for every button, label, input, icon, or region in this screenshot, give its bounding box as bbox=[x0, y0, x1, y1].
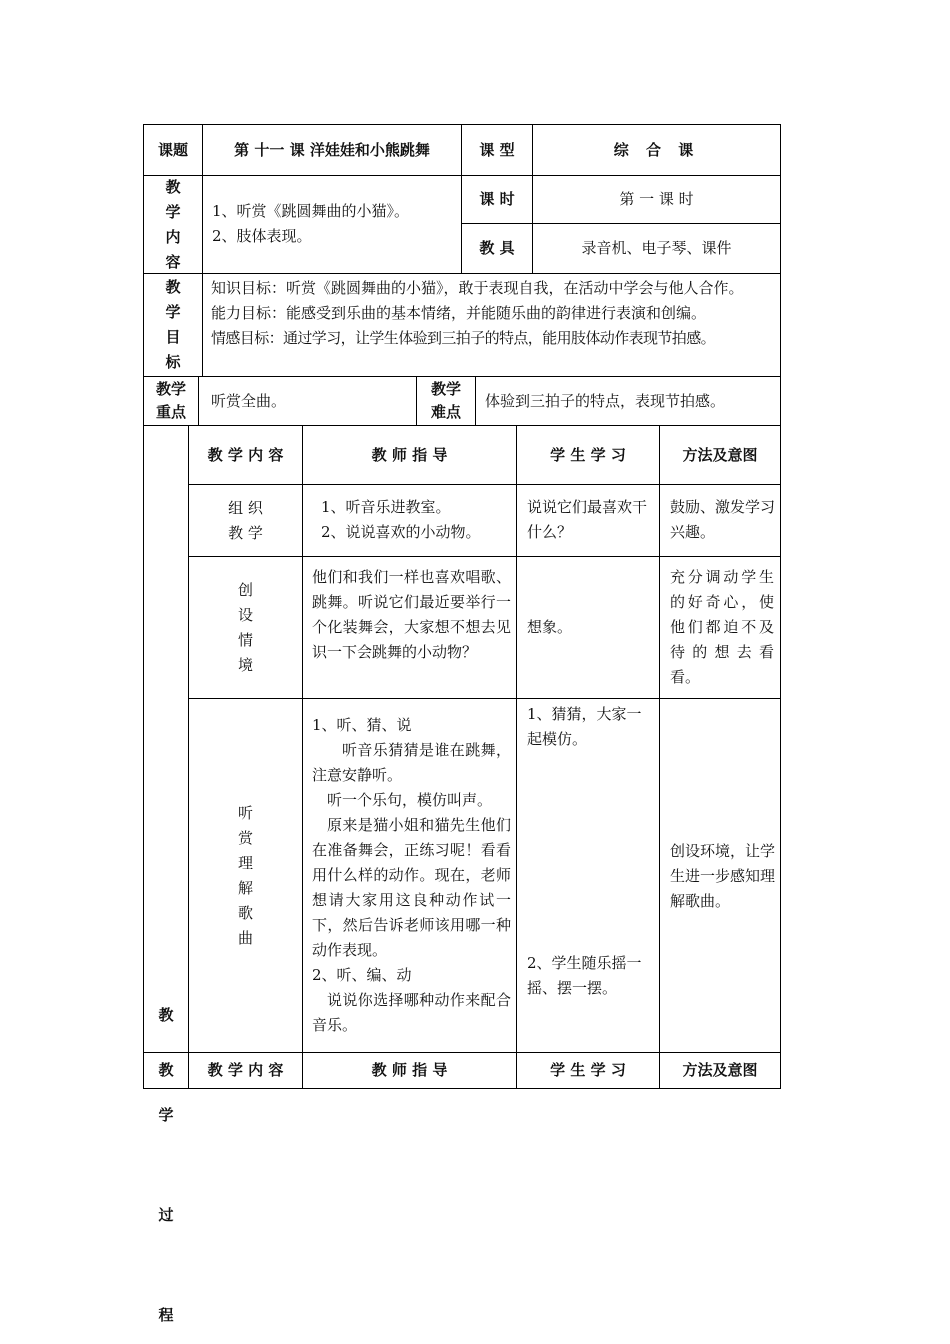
col-header-method: 方法及意图 bbox=[682, 445, 758, 464]
process-row-2-method: 充分调动学生的好奇心，使他们都迫不及待的想去看看。 bbox=[670, 568, 774, 686]
process-row-1-content: 组 织 教 学 bbox=[228, 498, 263, 542]
teaching-goals-text bbox=[211, 276, 777, 376]
process-row-2-student: 想象。 bbox=[527, 618, 573, 636]
row-divider bbox=[143, 273, 781, 274]
teaching-content-label: 教 学 内 容 bbox=[165, 177, 181, 271]
ability-goal: 能力目标：能感受到乐曲的基本情绪，并能随乐曲的韵律进行表演和创编。 bbox=[211, 304, 707, 322]
process-row-1-student: 说说它们最喜欢干什么？ bbox=[527, 498, 648, 541]
footer-header-method: 方法及意图 bbox=[682, 1061, 758, 1079]
footer-header-student: 学 生 学 习 bbox=[550, 1061, 626, 1079]
period-value: 第 一 课 时 bbox=[619, 190, 694, 208]
teacher-step: 原来是猫小姐和猫先生他们在准备舞会，正练习呢！看看用什么样的动作。现在，老师想请大家用这良种动作试一下，然后告诉老师该用哪一种动作表现。 bbox=[312, 816, 511, 959]
teacher-step: 1、听、猜、说 bbox=[312, 716, 412, 734]
col-header-teacher: 教 师 指 导 bbox=[371, 445, 448, 464]
col-header-content: 教 学 内 容 bbox=[207, 445, 284, 464]
tools-label: 教 具 bbox=[479, 239, 515, 257]
process-row-3-student-1: 1、猜猜，大家一起模仿。 bbox=[527, 705, 642, 748]
content-item: 1、听赏《跳圆舞曲的小猫》。 bbox=[212, 202, 410, 220]
knowledge-goal: 知识目标：听赏《跳圆舞曲的小猫》，敢于表现自我，在活动中学会与他人合作。 bbox=[211, 279, 744, 297]
difficulty-value: 体验到三拍子的特点，表现节拍感。 bbox=[485, 391, 726, 410]
tools-value: 录音机、电子琴、课件 bbox=[581, 239, 732, 257]
footer-header-teacher: 教 师 指 导 bbox=[371, 1061, 448, 1079]
table-border-right bbox=[780, 124, 781, 1089]
process-row-3-student-2: 2、学生随乐摇一摇、摆一摆。 bbox=[527, 954, 642, 997]
lesson-type-label: 课 型 bbox=[479, 140, 515, 159]
lesson-title: 第 十一 课 洋娃娃和小熊跳舞 bbox=[234, 140, 430, 159]
teaching-goals-label: 教 学 目 标 bbox=[165, 278, 181, 371]
key-point-value: 听赏全曲。 bbox=[211, 391, 287, 410]
teaching-content-items bbox=[212, 199, 460, 259]
col-divider bbox=[302, 425, 303, 1089]
process-row-3-method: 创设环境，让学生进一步感知理解歌曲。 bbox=[670, 842, 776, 910]
key-point-label: 教学 重点 bbox=[155, 380, 186, 421]
process-row-1-teacher: 1、听音乐进教室。 2、说说喜欢的小动物。 bbox=[321, 498, 481, 541]
process-row-2-content: 创 设 情 境 bbox=[237, 580, 253, 674]
lesson-title-label: 课题 bbox=[157, 140, 188, 159]
col-divider bbox=[198, 376, 199, 425]
process-row-2-teacher: 他们和我们一样也喜欢唱歌、跳舞。听说它们最近要举行一个化装舞会，大家想不想去见识一下会跳舞的小动物？ bbox=[312, 568, 511, 661]
col-header-student: 学 生 学 习 bbox=[550, 445, 626, 464]
col-divider bbox=[659, 425, 660, 1089]
table-border-bottom bbox=[143, 1088, 781, 1089]
teacher-step: 说说你选择哪种动作来配合音乐。 bbox=[312, 991, 511, 1034]
process-row-3-teacher bbox=[312, 713, 511, 1048]
teaching-process-label: 教 学 过 程 bbox=[158, 1006, 174, 1324]
teacher-step: 听音乐猜猜是谁在跳舞，注意安静听。 bbox=[312, 741, 511, 784]
col-divider bbox=[516, 425, 517, 1089]
footer-process-label: 教 bbox=[158, 1061, 174, 1079]
process-row-3-content: 听 赏 理 解 歌 曲 bbox=[237, 803, 253, 947]
col-divider bbox=[475, 376, 476, 425]
period-label: 课 时 bbox=[479, 190, 515, 208]
process-row-1-method: 鼓励、激发学习兴趣。 bbox=[670, 498, 776, 541]
teacher-step: 2、听、编、动 bbox=[312, 966, 412, 984]
emotion-goal: 情感目标：通过学习，让学生体验到三拍子的特点，能用肢体动作表现节拍感。 bbox=[211, 329, 716, 347]
lesson-type-value: 综 合 课 bbox=[613, 140, 700, 159]
teacher-step: 听一个乐句，模仿叫声。 bbox=[327, 791, 493, 809]
difficulty-label: 教学 难点 bbox=[430, 380, 461, 421]
footer-header-content: 教 学 内 容 bbox=[207, 1061, 284, 1079]
content-item: 2、肢体表现。 bbox=[212, 227, 312, 245]
